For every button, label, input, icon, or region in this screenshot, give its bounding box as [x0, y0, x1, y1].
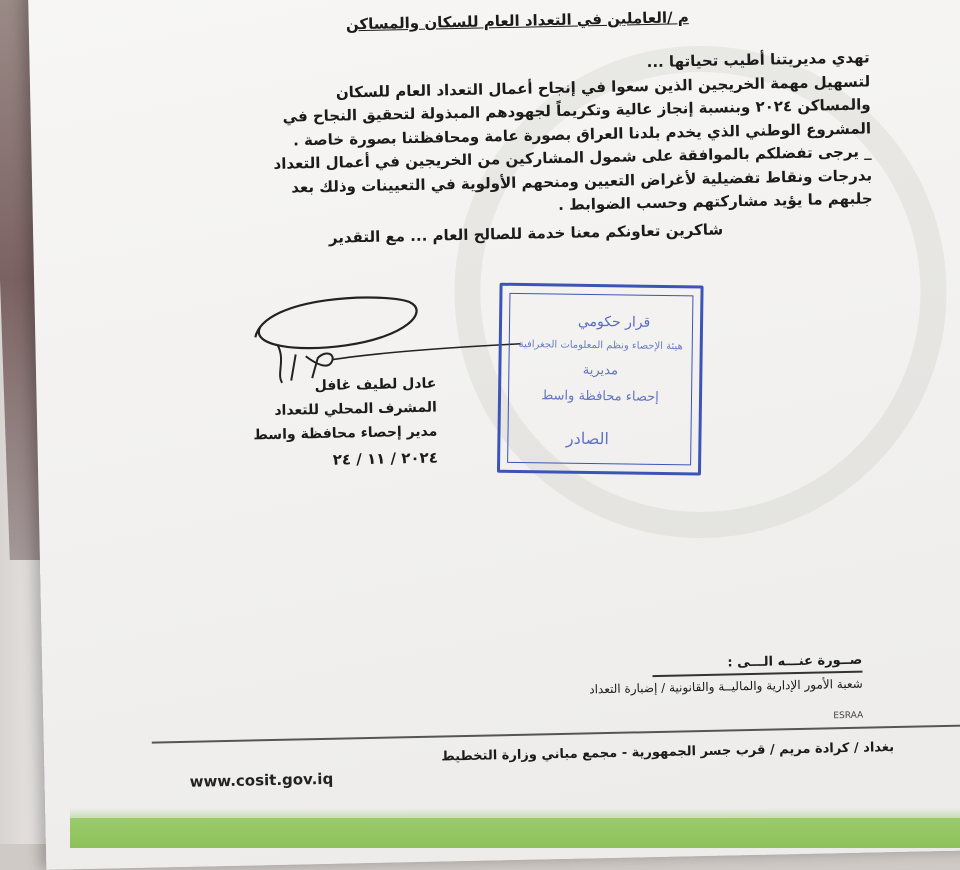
stamp-lettering [497, 283, 704, 476]
request-paragraph: _ يرجى تفضلكم بالموافقة على شمول المشاركين من الخريجين في أعمال التعداد بدرجات ونقاط تفضيلية لأغراض التعيين ومنحهم الأولوية في التعيينات وذلك بعد جلبهم ما يؤيد مشاركتهم وحسب الضوابط . [273, 142, 873, 214]
copy-to-label: صــورة عنـــه الـــى : [727, 652, 863, 671]
svg-text:إحصاء محافظة واسط: إحصاء محافظة واسط [541, 388, 659, 405]
official-stamp [497, 283, 704, 476]
letter-body [259, 46, 873, 251]
signatory-position: مدير إحصاء محافظة واسط [253, 423, 438, 444]
svg-text:الصادر: الصادر [565, 428, 610, 449]
svg-text:قرار حكومي: قرار حكومي [577, 313, 651, 331]
svg-text:هيئة الإحصاء ونظم المعلومات ال: هيئة الإحصاء ونظم المعلومات الجغرافية [518, 338, 683, 353]
closing-line: شاكرين تعاونكم معنا خدمة للصالح العام ... مع التقدير [328, 219, 724, 247]
signature-date: ٢٠٢٤ / ١١ / ٢٤ [332, 448, 439, 469]
body-paragraph: لتسهيل مهمة الخريجين الذين سعوا في إنجاح أعمال التعداد العام للسكان والمساكن ٢٠٢٤ وبنسبة إنجاز عالية وتكريماً لجهودهم المبذولة لتحقيق النجاح في المشروع الوطني الذي يخدم بلدنا العراق بصورة عامة ومحافظتنا بصورة خاصة . [282, 71, 872, 149]
greeting-line: تهدي مديريتنا أطيب تحياتها ... [646, 48, 870, 72]
copy-to-underline [652, 671, 862, 677]
footer-website-link[interactable]: www.cosit.gov.iq [189, 769, 334, 791]
paper-sheet [28, 0, 960, 870]
svg-text:مديرية: مديرية [582, 362, 619, 379]
copy-to-department: شعبة الأمور الإدارية والماليــة والقانونية / إضبارة التعداد [589, 676, 863, 697]
letter-document [28, 0, 960, 834]
signatory-title: المشرف المحلي للتعداد [274, 399, 438, 419]
signatory-block [236, 372, 438, 474]
letter-subject: م /العاملين في التعداد العام للسكان والمساكن [345, 8, 689, 34]
typist-initials: ESRAA [833, 710, 864, 722]
signatory-name: عادل لطيف غافل [314, 375, 437, 395]
footer-address: بغداد / كرادة مريم / قرب جسر الجمهورية - مجمع مباني وزارة التخطيط [441, 740, 895, 765]
